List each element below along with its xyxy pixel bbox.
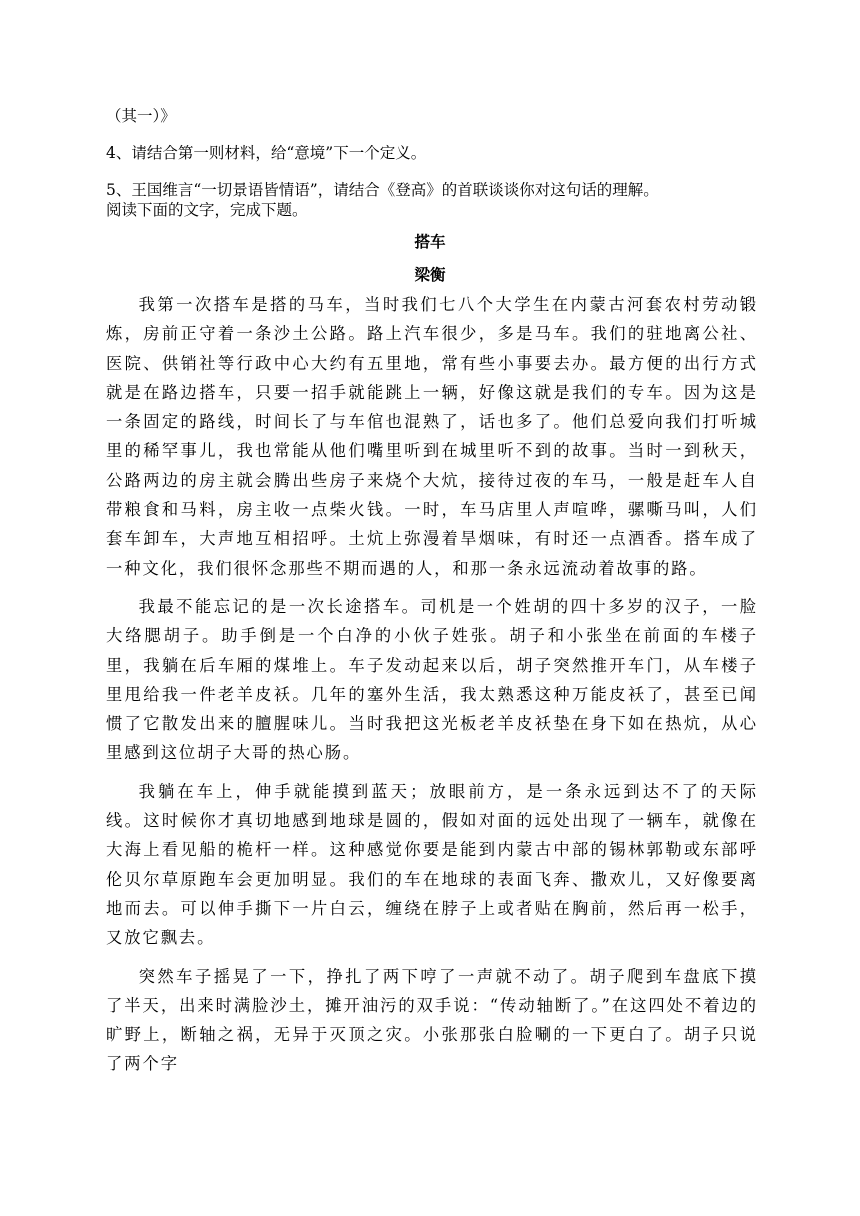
reading-instruction: 阅读下面的文字，完成下题。 xyxy=(106,201,308,219)
previous-question-fragment: （其一）》 xyxy=(106,107,176,125)
article-paragraph-3: 我躺在车上，伸手就能摸到蓝天；放眼前方，是一条永远到达不了的天际线。这时候你才真切地感到地球是圆的，假如对面的远处出现了一辆车，就像在大海上看见船的桅杆一样。这种感觉你要是能到内蒙古中部的锡林郭勒或东部呼伦贝尔草原跑车会更加明显。我们的车在地球的表面飞奔、撒欢儿，又好像要离地而去。可以伸手撕下一片白云，缠绕在脖子上或者贴在胸前，然后再一松手，又放它飘去。 xyxy=(106,781,758,948)
question-4: 4、请结合第一则材料，给“意境”下一个定义。 xyxy=(106,144,427,162)
article-paragraph-2: 我最不能忘记的是一次长途搭车。司机是一个姓胡的四十多岁的汉子，一脸大络腮胡子。助手倒是一个白净的小伙子姓张。胡子和小张坐在前面的车楼子里，我躺在后车厢的煤堆上。车子发动起来以后，胡子突然推开车门，从车楼子里甩给我一件老羊皮袄。几年的塞外生活，我太熟悉这种万能皮袄了，甚至已闻惯了它散发出来的膻腥味儿。当时我把这光板老羊皮袄垫在身下如在热炕，从心里感到这位胡子大哥的热心肠。 xyxy=(106,596,758,763)
question-5: 5、王国维言“一切景语皆情语”，请结合《登高》的首联谈谈你对这句话的理解。 xyxy=(106,181,659,199)
article-paragraph-1: 我第一次搭车是搭的马车，当时我们七八个大学生在内蒙古河套农村劳动锻炼，房前正守着一条沙土公路。路上汽车很少，多是马车。我们的驻地离公社、医院、供销社等行政中心大约有五里地，常有些小事要去办。最方便的出行方式就是在路边搭车，只要一招手就能跳上一辆，好像这就是我们的专车。因为这是一条固定的路线，时间长了与车倌也混熟了，话也多了。他们总爱向我们打听城里的稀罕事儿，我也常能从他们嘴里听到在城里听不到的故事。当时一到秋天，公路两边的房主就会腾出些房子来烧个大炕，接待过夜的车马，一般是赶车人自带粮食和马料，房主收一点柴火钱。一时，车马店里人声喧哗，骡嘶马叫，人们套车卸车，大声地互相招呼。土炕上弥漫着旱烟味，有时还一点酒香。搭车成了一种文化，我们很怀念那些不期而遇的人，和那一条永远流动着故事的路。 xyxy=(106,295,758,578)
article-title: 搭车 xyxy=(414,233,446,251)
article-paragraph-4: 突然车子摇晃了一下，挣扎了两下哼了一声就不动了。胡子爬到车盘底下摸了半天，出来时满脸沙土，摊开油污的双手说：“传动轴断了。”在这四处不着边的旷野上，断轴之祸，无异于灭顶之灾。小张那张白脸唰的一下更白了。胡子只说了两个字 xyxy=(106,966,758,1074)
article-body xyxy=(106,290,758,1079)
article-author: 梁衡 xyxy=(414,266,446,284)
